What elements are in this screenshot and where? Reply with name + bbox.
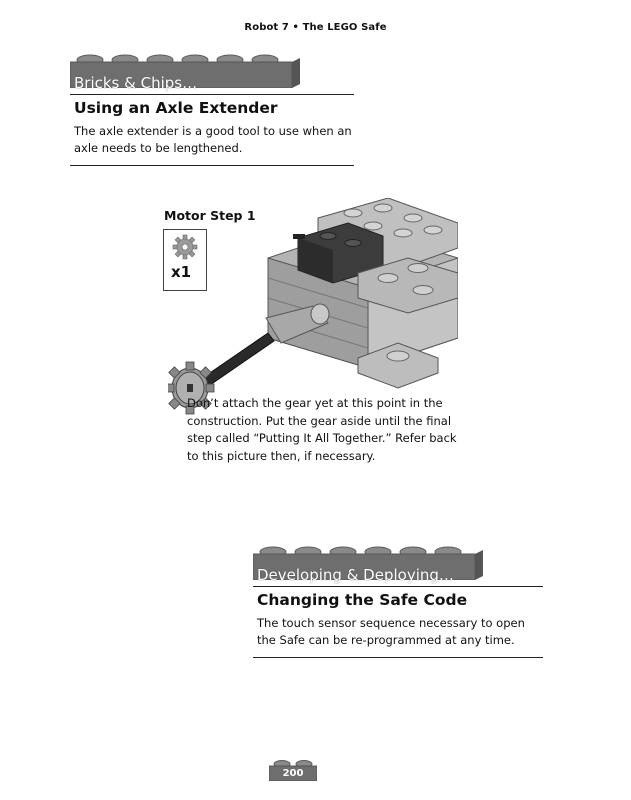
step-title: Motor Step 1 bbox=[164, 208, 256, 223]
sidebar-title: Changing the Safe Code bbox=[257, 591, 468, 609]
assembly-note: Don’t attach the gear yet at this point in the construction. Put the gear aside until the final step called “Putting It All Together.” Refer back to this picture then, if necessary. bbox=[187, 396, 457, 463]
sidebar-banner bbox=[70, 48, 360, 94]
page-number-label: 200 bbox=[282, 768, 304, 779]
sidebar-banner-label: Developing & Deploying… bbox=[257, 566, 454, 584]
sidebar-bricks-and-chips bbox=[70, 48, 360, 166]
divider bbox=[253, 586, 543, 587]
divider bbox=[70, 94, 354, 95]
part-quantity: x1 bbox=[171, 263, 192, 281]
sidebar-body: The touch sensor sequence necessary to open the Safe can be re-programmed at any time. bbox=[257, 616, 525, 647]
page-number bbox=[269, 757, 317, 785]
sidebar-banner-label: Bricks & Chips… bbox=[74, 74, 198, 92]
divider bbox=[253, 657, 543, 658]
motor-assembly-illustration bbox=[168, 198, 458, 428]
sidebar-banner bbox=[253, 540, 543, 586]
sidebar-body: The axle extender is a good tool to use when an axle needs to be lengthened. bbox=[74, 124, 352, 155]
sidebar-title: Using an Axle Extender bbox=[74, 99, 278, 117]
running-header: Robot 7 • The LEGO Safe bbox=[244, 22, 387, 33]
sidebar-developing-and-deploying bbox=[253, 540, 543, 658]
divider bbox=[70, 165, 354, 166]
